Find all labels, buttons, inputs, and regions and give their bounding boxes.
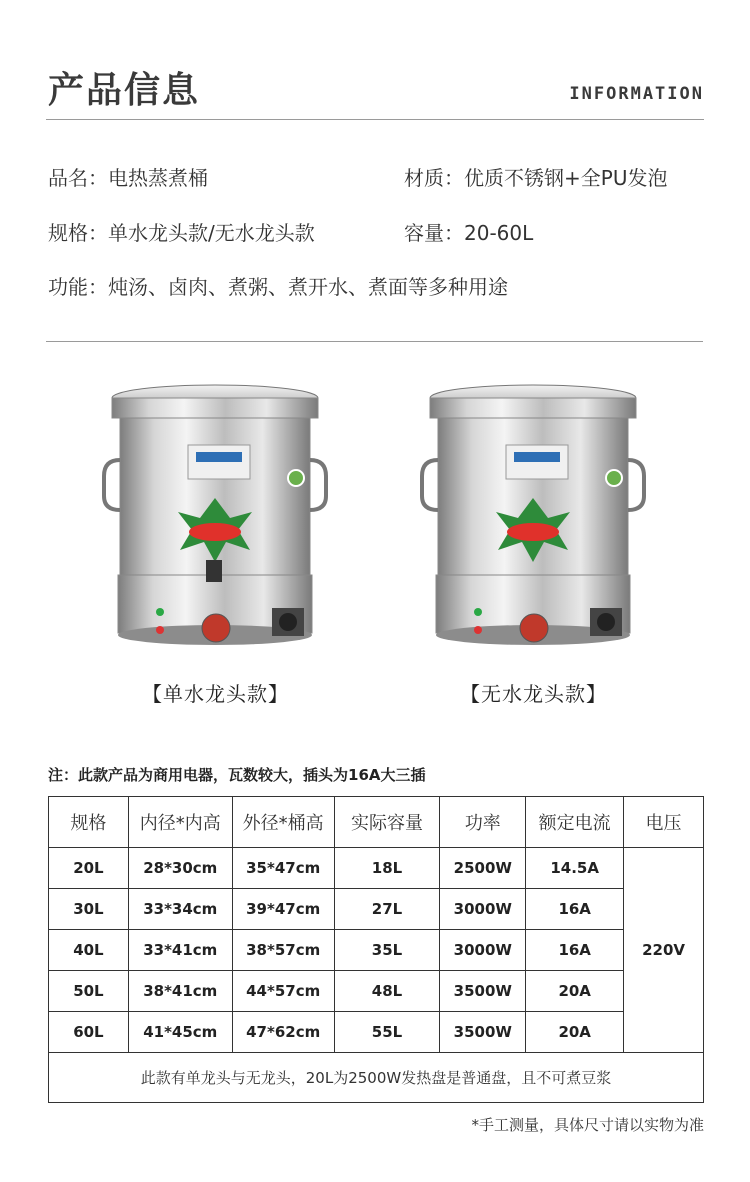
cell-actual-capacity: 55L [334,1012,440,1053]
product-images [0,350,750,670]
spec-name: 品名：电热蒸煮桶 [48,166,208,190]
cell-actual-capacity: 18L [334,848,440,889]
cell-inner-size: 33*41cm [128,930,232,971]
header-actual-capacity: 实际容量 [334,797,440,848]
spec-table [48,796,704,1103]
table-row [49,1012,704,1053]
cell-power: 3000W [440,889,526,930]
cell-actual-capacity: 35L [334,930,440,971]
cell-power: 3500W [440,971,526,1012]
cell-power: 3500W [440,1012,526,1053]
table-footer-row [49,1053,704,1103]
header-power: 功率 [440,797,526,848]
cell-power: 3000W [440,930,526,971]
header-inner-size: 内径*内高 [128,797,232,848]
cell-rated-current: 16A [526,930,624,971]
cell-voltage: 220V [624,848,704,1053]
cell-outer-size: 44*57cm [232,971,334,1012]
table-row [49,848,704,889]
table-row [49,889,704,930]
header-voltage: 电压 [624,797,704,848]
cell-inner-size: 38*41cm [128,971,232,1012]
spec-material: 材质：优质不锈钢+全PU发泡 [404,166,668,190]
spec-function: 功能：炖汤、卤肉、煮粥、煮开水、煮面等多种用途 [48,275,508,299]
header-outer-size: 外径*桶高 [232,797,334,848]
cell-inner-size: 41*45cm [128,1012,232,1053]
pot-with-faucet-image [104,385,326,645]
cell-model: 40L [49,930,129,971]
divider-mid [46,341,703,342]
cell-actual-capacity: 48L [334,971,440,1012]
cell-model: 50L [49,971,129,1012]
cell-model: 20L [49,848,129,889]
spec-capacity: 容量：20-60L [404,221,534,245]
usage-note: 注：此款产品为商用电器，瓦数较大，插头为16A大三插 [48,766,426,784]
page-subtitle: INFORMATION [569,84,704,104]
cell-power: 2500W [440,848,526,889]
cell-actual-capacity: 27L [334,889,440,930]
pot-without-faucet-image [422,385,644,645]
cell-rated-current: 16A [526,889,624,930]
cell-outer-size: 38*57cm [232,930,334,971]
cell-inner-size: 33*34cm [128,889,232,930]
cell-inner-size: 28*30cm [128,848,232,889]
cell-model: 60L [49,1012,129,1053]
cell-rated-current: 14.5A [526,848,624,889]
divider-top [46,119,704,120]
table-row [49,930,704,971]
spec-model: 规格：单水龙头款/无水龙头款 [48,221,315,245]
caption-with-faucet: 【单水龙头款】 [142,682,289,706]
measurement-disclaimer: *手工测量，具体尺寸请以实物为准 [471,1116,704,1134]
cell-model: 30L [49,889,129,930]
cell-rated-current: 20A [526,1012,624,1053]
table-footer-note: 此款有单龙头与无龙头，20L为2500W发热盘是普通盘，且不可煮豆浆 [49,1053,704,1103]
cell-outer-size: 47*62cm [232,1012,334,1053]
header-rated-current: 额定电流 [526,797,624,848]
caption-without-faucet: 【无水龙头款】 [460,682,607,706]
table-header-row [49,797,704,848]
table-row [49,971,704,1012]
cell-outer-size: 39*47cm [232,889,334,930]
page-title: 产品信息 [48,70,201,111]
cell-outer-size: 35*47cm [232,848,334,889]
header-model: 规格 [49,797,129,848]
cell-rated-current: 20A [526,971,624,1012]
